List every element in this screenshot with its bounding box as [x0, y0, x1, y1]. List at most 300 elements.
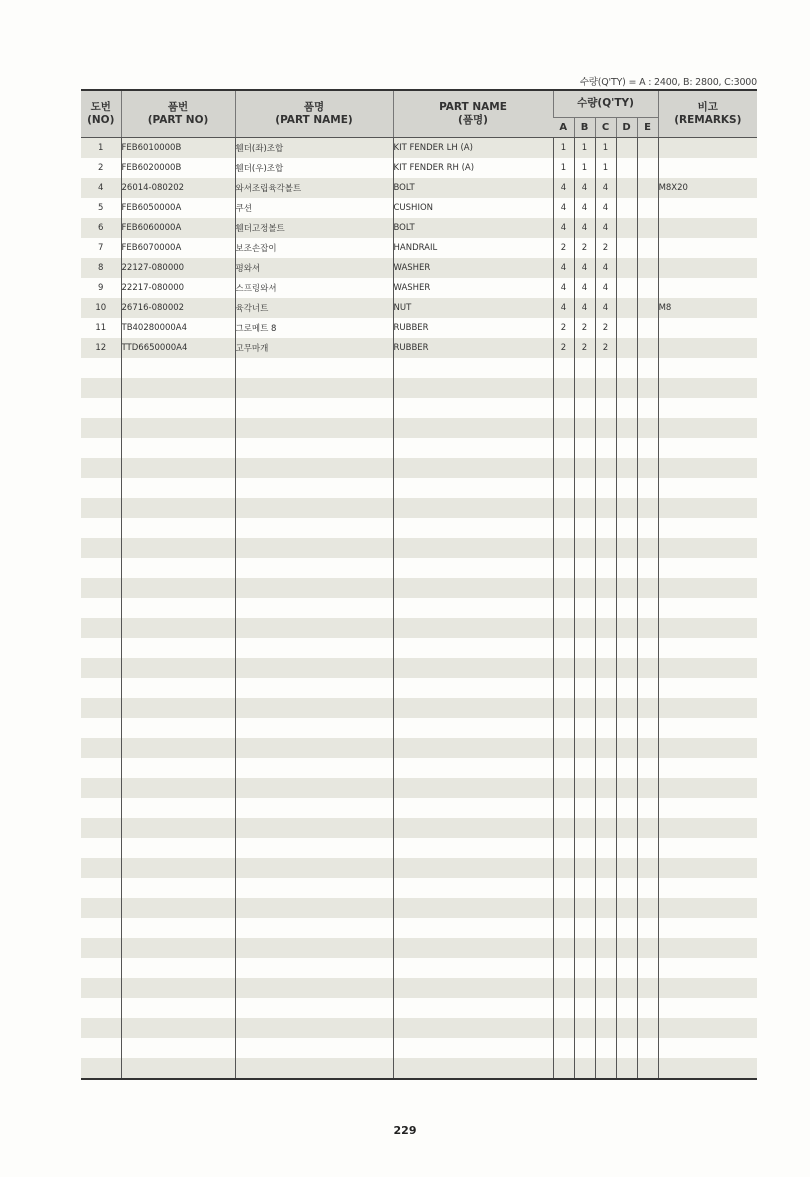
empty-cell — [574, 958, 595, 978]
empty-cell — [658, 458, 757, 478]
empty-cell — [637, 618, 658, 638]
empty-cell — [637, 358, 658, 378]
empty-cell — [637, 718, 658, 738]
row-no: 10 — [81, 298, 121, 318]
empty-cell — [595, 918, 616, 938]
empty-table-row — [81, 978, 757, 998]
row-qty-c: 4 — [595, 178, 616, 198]
empty-cell — [553, 978, 574, 998]
empty-table-row — [81, 918, 757, 938]
empty-cell — [595, 1038, 616, 1058]
empty-cell — [616, 698, 637, 718]
empty-cell — [81, 358, 121, 378]
empty-cell — [553, 1058, 574, 1079]
empty-cell — [235, 918, 393, 938]
empty-cell — [393, 398, 553, 418]
empty-cell — [121, 478, 235, 498]
empty-cell — [595, 858, 616, 878]
empty-cell — [595, 1018, 616, 1038]
empty-cell — [81, 738, 121, 758]
empty-table-row — [81, 418, 757, 438]
empty-cell — [81, 1038, 121, 1058]
row-qty-e — [637, 338, 658, 358]
empty-cell — [81, 478, 121, 498]
row-part-no: TTD6650000A4 — [121, 338, 235, 358]
empty-table-row — [81, 878, 757, 898]
empty-cell — [393, 558, 553, 578]
empty-cell — [393, 1038, 553, 1058]
empty-cell — [574, 518, 595, 538]
empty-cell — [637, 538, 658, 558]
empty-table-row — [81, 598, 757, 618]
empty-cell — [553, 398, 574, 418]
empty-table-row — [81, 678, 757, 698]
empty-cell — [81, 578, 121, 598]
row-part-no: FEB6020000B — [121, 158, 235, 178]
row-part-name-en: BOLT — [393, 218, 553, 238]
empty-cell — [235, 838, 393, 858]
empty-cell — [595, 358, 616, 378]
empty-cell — [235, 558, 393, 578]
row-qty-c: 1 — [595, 158, 616, 178]
empty-cell — [595, 518, 616, 538]
empty-cell — [393, 718, 553, 738]
empty-table-row — [81, 898, 757, 918]
empty-cell — [658, 898, 757, 918]
row-qty-a: 1 — [553, 137, 574, 158]
row-part-no: FEB6010000B — [121, 137, 235, 158]
empty-cell — [595, 538, 616, 558]
row-part-name-en: NUT — [393, 298, 553, 318]
empty-cell — [574, 538, 595, 558]
row-qty-b: 4 — [574, 178, 595, 198]
empty-cell — [658, 878, 757, 898]
empty-cell — [81, 778, 121, 798]
empty-cell — [235, 1038, 393, 1058]
row-qty-a: 4 — [553, 278, 574, 298]
empty-cell — [574, 558, 595, 578]
row-qty-b: 2 — [574, 318, 595, 338]
row-qty-e — [637, 278, 658, 298]
empty-cell — [658, 638, 757, 658]
row-qty-b: 4 — [574, 198, 595, 218]
quantity-note: 수량(Q'TY) = A : 2400, B: 2800, C:3000 — [579, 77, 757, 88]
empty-cell — [553, 718, 574, 738]
empty-cell — [574, 418, 595, 438]
empty-cell — [616, 918, 637, 938]
empty-cell — [658, 718, 757, 738]
empty-cell — [235, 878, 393, 898]
empty-cell — [658, 758, 757, 778]
empty-cell — [616, 818, 637, 838]
empty-cell — [616, 358, 637, 378]
empty-cell — [595, 878, 616, 898]
empty-table-row — [81, 638, 757, 658]
empty-cell — [121, 958, 235, 978]
row-qty-e — [637, 198, 658, 218]
empty-cell — [637, 378, 658, 398]
empty-cell — [658, 438, 757, 458]
empty-cell — [81, 498, 121, 518]
empty-cell — [393, 438, 553, 458]
empty-cell — [235, 978, 393, 998]
empty-cell — [81, 718, 121, 738]
empty-cell — [553, 498, 574, 518]
empty-cell — [616, 538, 637, 558]
empty-cell — [637, 938, 658, 958]
empty-cell — [393, 1018, 553, 1038]
empty-cell — [595, 938, 616, 958]
row-part-name-en: CUSHION — [393, 198, 553, 218]
empty-cell — [553, 478, 574, 498]
empty-table-row — [81, 618, 757, 638]
row-qty-e — [637, 298, 658, 318]
empty-cell — [658, 1058, 757, 1079]
empty-cell — [393, 1058, 553, 1079]
page-number: 229 — [393, 1124, 417, 1137]
empty-cell — [81, 758, 121, 778]
table-row — [81, 198, 757, 218]
empty-cell — [574, 578, 595, 598]
row-qty-d — [616, 158, 637, 178]
empty-cell — [121, 738, 235, 758]
row-part-name-ko: 휀더(좌)조합 — [235, 137, 393, 158]
empty-cell — [595, 718, 616, 738]
empty-cell — [637, 578, 658, 598]
empty-cell — [658, 938, 757, 958]
empty-cell — [574, 398, 595, 418]
empty-cell — [574, 938, 595, 958]
empty-cell — [616, 998, 637, 1018]
empty-cell — [121, 798, 235, 818]
empty-cell — [616, 878, 637, 898]
empty-cell — [658, 958, 757, 978]
empty-cell — [574, 498, 595, 518]
empty-cell — [616, 1058, 637, 1079]
row-qty-a: 4 — [553, 258, 574, 278]
row-qty-a: 1 — [553, 158, 574, 178]
empty-cell — [637, 1058, 658, 1079]
table-row — [81, 238, 757, 258]
empty-cell — [616, 718, 637, 738]
empty-cell — [637, 818, 658, 838]
row-qty-b: 2 — [574, 338, 595, 358]
empty-cell — [616, 518, 637, 538]
empty-table-row — [81, 838, 757, 858]
row-remarks — [658, 198, 757, 218]
empty-cell — [616, 378, 637, 398]
row-qty-d — [616, 218, 637, 238]
empty-cell — [574, 798, 595, 818]
empty-cell — [574, 1018, 595, 1038]
empty-cell — [637, 858, 658, 878]
empty-cell — [81, 638, 121, 658]
empty-cell — [121, 818, 235, 838]
row-qty-d — [616, 258, 637, 278]
empty-cell — [574, 378, 595, 398]
row-qty-e — [637, 238, 658, 258]
header-no: 도번 (NO) — [81, 90, 121, 137]
empty-cell — [574, 858, 595, 878]
empty-cell — [595, 598, 616, 618]
row-part-name-en: KIT FENDER RH (A) — [393, 158, 553, 178]
empty-cell — [637, 998, 658, 1018]
table-row — [81, 278, 757, 298]
empty-cell — [637, 658, 658, 678]
empty-cell — [637, 558, 658, 578]
empty-cell — [595, 758, 616, 778]
empty-cell — [121, 498, 235, 518]
empty-cell — [595, 558, 616, 578]
empty-cell — [616, 638, 637, 658]
empty-cell — [393, 738, 553, 758]
empty-cell — [553, 818, 574, 838]
empty-cell — [574, 698, 595, 718]
empty-cell — [595, 818, 616, 838]
row-qty-a: 4 — [553, 218, 574, 238]
empty-table-row — [81, 758, 757, 778]
empty-cell — [81, 658, 121, 678]
empty-table-row — [81, 1018, 757, 1038]
empty-cell — [658, 418, 757, 438]
empty-cell — [393, 578, 553, 598]
empty-cell — [235, 738, 393, 758]
empty-cell — [81, 418, 121, 438]
empty-cell — [553, 918, 574, 938]
empty-table-row — [81, 698, 757, 718]
empty-cell — [235, 698, 393, 718]
empty-cell — [595, 498, 616, 518]
empty-table-row — [81, 538, 757, 558]
empty-cell — [553, 958, 574, 978]
empty-cell — [81, 438, 121, 458]
empty-table-row — [81, 1038, 757, 1058]
row-qty-a: 2 — [553, 238, 574, 258]
empty-cell — [393, 998, 553, 1018]
empty-cell — [553, 438, 574, 458]
empty-cell — [574, 1038, 595, 1058]
row-qty-d — [616, 298, 637, 318]
empty-cell — [637, 498, 658, 518]
empty-cell — [553, 758, 574, 778]
empty-cell — [595, 838, 616, 858]
empty-cell — [574, 438, 595, 458]
empty-table-row — [81, 478, 757, 498]
row-no: 1 — [81, 137, 121, 158]
parts-table — [81, 89, 757, 1080]
empty-cell — [637, 458, 658, 478]
empty-cell — [595, 378, 616, 398]
empty-cell — [121, 598, 235, 618]
empty-cell — [616, 438, 637, 458]
empty-cell — [595, 658, 616, 678]
row-part-no: 26716-080002 — [121, 298, 235, 318]
empty-cell — [595, 458, 616, 478]
empty-table-row — [81, 938, 757, 958]
header-qty: 수량(Q'TY) — [553, 90, 658, 117]
empty-cell — [553, 778, 574, 798]
empty-table-row — [81, 578, 757, 598]
empty-cell — [616, 1038, 637, 1058]
empty-cell — [637, 418, 658, 438]
row-qty-c: 2 — [595, 338, 616, 358]
empty-cell — [658, 858, 757, 878]
row-qty-c: 2 — [595, 318, 616, 338]
empty-table-row — [81, 738, 757, 758]
row-qty-c: 4 — [595, 218, 616, 238]
empty-cell — [616, 798, 637, 818]
empty-cell — [658, 738, 757, 758]
empty-cell — [393, 458, 553, 478]
row-no: 2 — [81, 158, 121, 178]
empty-table-row — [81, 958, 757, 978]
empty-cell — [121, 858, 235, 878]
empty-cell — [595, 678, 616, 698]
row-part-name-ko: 휀더고정볼트 — [235, 218, 393, 238]
empty-cell — [616, 938, 637, 958]
row-qty-b: 1 — [574, 137, 595, 158]
header-qty-a: A — [553, 117, 574, 137]
empty-cell — [121, 638, 235, 658]
empty-cell — [81, 618, 121, 638]
empty-cell — [595, 978, 616, 998]
empty-cell — [121, 978, 235, 998]
empty-cell — [574, 878, 595, 898]
empty-cell — [658, 1038, 757, 1058]
empty-cell — [553, 938, 574, 958]
empty-cell — [574, 978, 595, 998]
empty-cell — [81, 838, 121, 858]
row-qty-d — [616, 178, 637, 198]
empty-cell — [393, 918, 553, 938]
empty-table-row — [81, 518, 757, 538]
empty-cell — [574, 598, 595, 618]
empty-cell — [553, 838, 574, 858]
row-qty-e — [637, 158, 658, 178]
row-qty-b: 2 — [574, 238, 595, 258]
row-qty-d — [616, 137, 637, 158]
empty-cell — [658, 838, 757, 858]
empty-cell — [393, 778, 553, 798]
empty-cell — [235, 598, 393, 618]
empty-cell — [553, 418, 574, 438]
header-part-name-en: PART NAME (품명) — [393, 90, 553, 137]
row-qty-a: 2 — [553, 318, 574, 338]
empty-cell — [574, 898, 595, 918]
empty-cell — [616, 658, 637, 678]
empty-cell — [637, 898, 658, 918]
row-part-name-ko: 휀더(우)조합 — [235, 158, 393, 178]
empty-cell — [658, 818, 757, 838]
empty-cell — [595, 638, 616, 658]
empty-cell — [81, 378, 121, 398]
empty-cell — [121, 438, 235, 458]
empty-cell — [658, 498, 757, 518]
empty-cell — [637, 978, 658, 998]
empty-cell — [658, 518, 757, 538]
row-no: 12 — [81, 338, 121, 358]
empty-cell — [637, 758, 658, 778]
empty-table-row — [81, 718, 757, 738]
empty-cell — [637, 958, 658, 978]
empty-cell — [595, 958, 616, 978]
empty-cell — [574, 678, 595, 698]
empty-cell — [616, 978, 637, 998]
empty-cell — [121, 878, 235, 898]
empty-cell — [121, 698, 235, 718]
row-remarks — [658, 258, 757, 278]
empty-table-row — [81, 798, 757, 818]
empty-cell — [595, 1058, 616, 1079]
empty-cell — [235, 938, 393, 958]
row-no: 5 — [81, 198, 121, 218]
parts-table-body — [81, 137, 757, 1079]
row-qty-b: 4 — [574, 278, 595, 298]
empty-cell — [637, 478, 658, 498]
row-part-no: TB40280000A4 — [121, 318, 235, 338]
empty-cell — [81, 898, 121, 918]
empty-cell — [235, 358, 393, 378]
row-qty-b: 4 — [574, 218, 595, 238]
empty-cell — [235, 1058, 393, 1079]
empty-cell — [393, 598, 553, 618]
empty-cell — [81, 878, 121, 898]
empty-cell — [393, 518, 553, 538]
empty-cell — [393, 358, 553, 378]
empty-cell — [658, 578, 757, 598]
row-part-name-en: BOLT — [393, 178, 553, 198]
row-qty-a: 4 — [553, 198, 574, 218]
empty-cell — [616, 398, 637, 418]
empty-cell — [81, 998, 121, 1018]
row-part-no: FEB6070000A — [121, 238, 235, 258]
empty-table-row — [81, 398, 757, 418]
empty-cell — [658, 598, 757, 618]
empty-cell — [121, 1038, 235, 1058]
header-part-name-ko: 품명 (PART NAME) — [235, 90, 393, 137]
row-qty-b: 4 — [574, 298, 595, 318]
empty-cell — [393, 478, 553, 498]
row-qty-c: 4 — [595, 198, 616, 218]
empty-cell — [574, 618, 595, 638]
empty-cell — [235, 418, 393, 438]
header-qty-d: D — [616, 117, 637, 137]
row-qty-c: 2 — [595, 238, 616, 258]
empty-cell — [121, 458, 235, 478]
empty-cell — [235, 678, 393, 698]
empty-cell — [235, 638, 393, 658]
row-qty-e — [637, 218, 658, 238]
empty-cell — [553, 518, 574, 538]
empty-cell — [235, 658, 393, 678]
empty-cell — [235, 758, 393, 778]
empty-cell — [595, 698, 616, 718]
empty-cell — [235, 538, 393, 558]
empty-cell — [637, 518, 658, 538]
row-part-name-en: RUBBER — [393, 338, 553, 358]
empty-cell — [574, 1058, 595, 1079]
empty-cell — [393, 538, 553, 558]
empty-cell — [595, 778, 616, 798]
empty-cell — [658, 358, 757, 378]
empty-cell — [553, 798, 574, 818]
empty-cell — [81, 518, 121, 538]
empty-cell — [553, 1038, 574, 1058]
row-part-name-ko: 와셔조립육각볼트 — [235, 178, 393, 198]
row-remarks — [658, 338, 757, 358]
row-qty-e — [637, 178, 658, 198]
empty-cell — [553, 898, 574, 918]
